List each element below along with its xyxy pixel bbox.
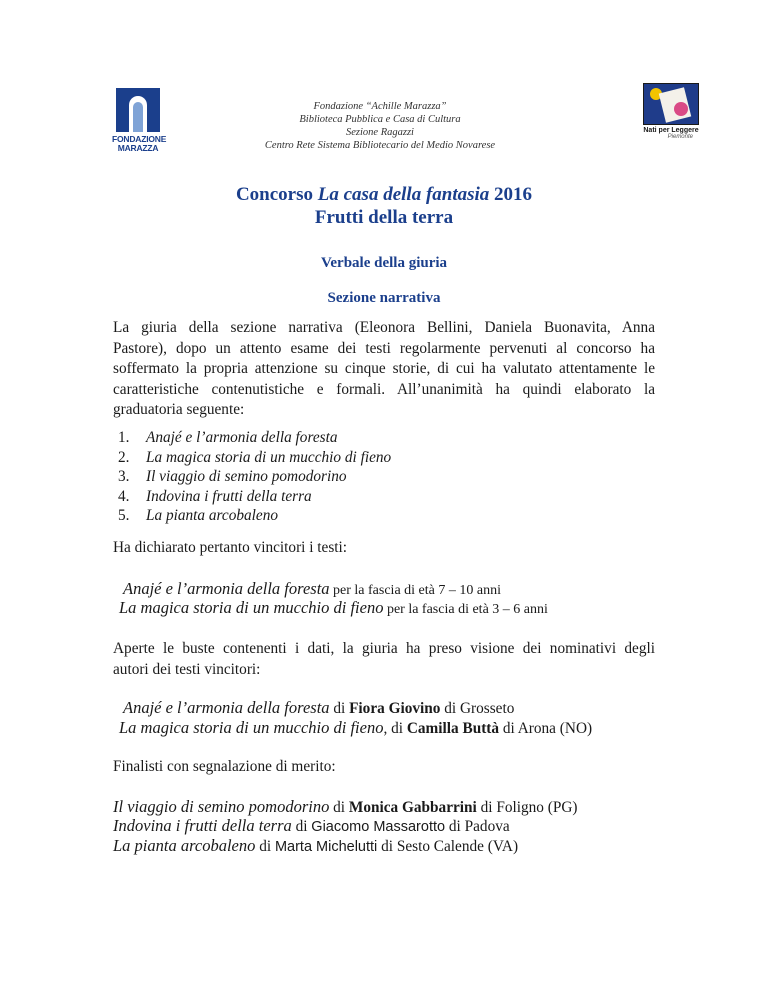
title-prefix: Concorso	[235, 184, 314, 205]
intro-line: soffermato la propria attenzione su cinque storie, di cui ha valutato attentamente le	[113, 360, 655, 377]
finalist-work-title: Il viaggio di semino pomodorino	[113, 797, 330, 816]
title-year: 2016	[494, 184, 533, 205]
winners-intro: Ha dichiarato pertanto vincitori i testi:	[113, 539, 348, 556]
author-name: Camilla Buttà	[406, 720, 500, 737]
list-item	[113, 428, 391, 448]
winner-age-range: per la fascia di età 7 – 10 anni	[329, 583, 501, 598]
rank-title: La pianta arcobaleno	[146, 507, 279, 525]
rank-title: Anajé e l’armonia della foresta	[146, 429, 338, 446]
list-item	[113, 506, 391, 526]
author-connector: , di	[383, 720, 407, 737]
logo-left-line-2: MARAZZA	[117, 143, 159, 153]
winner-title: Anajé e l’armonia della foresta	[123, 579, 330, 598]
contest-subtitle: Frutti della terra	[314, 207, 454, 228]
finalist-name: Marta Michelutti	[274, 839, 378, 855]
section-heading: Sezione narrativa	[327, 290, 441, 306]
author-work-title: Anajé e l’armonia della foresta	[123, 698, 330, 717]
buste-line	[113, 639, 655, 658]
winner-line	[119, 598, 548, 619]
intro-line: Pastore), dopo un attento esame dei testi regolarmente pervenuti al concorso ha	[113, 339, 655, 357]
finalists-intro: Finalisti con segnalazione di merito:	[113, 758, 336, 775]
finalist-work-title: La pianta arcobaleno	[113, 836, 256, 855]
finalist-connector: di	[291, 818, 312, 835]
institution-line: Fondazione “Achille Marazza”	[313, 101, 447, 112]
finalist-origin: di Padova	[445, 818, 510, 835]
finalist-origin: di Foligno (PG)	[476, 799, 578, 816]
list-item	[113, 487, 391, 507]
winner-title: La magica storia di un mucchio di fieno	[119, 598, 384, 617]
winner-age-range: per la fascia di età 3 – 6 anni	[383, 602, 548, 617]
rank-number: 4.	[118, 487, 130, 505]
author-connector: di	[329, 700, 350, 717]
contest-title	[0, 184, 768, 206]
rank-title: Indovina i frutti della terra	[146, 487, 312, 505]
reading-illustration-icon	[643, 83, 699, 125]
finalist-origin: di Sesto Calende (VA)	[377, 838, 519, 855]
verbale-heading: Verbale della giuria	[320, 255, 448, 271]
winner-line	[123, 579, 501, 600]
rank-number: 3.	[118, 468, 130, 486]
finalist-name: Monica Gabbarrini	[348, 799, 477, 816]
author-name: Fiora Giovino	[349, 700, 441, 717]
finalist-connector: di	[329, 799, 349, 816]
finalist-work-title: Indovina i frutti della terra	[113, 816, 292, 835]
list-item	[113, 467, 391, 487]
intro-line: La giuria della sezione narrativa (Eleonora Bellini, Daniela Buonavita, Anna	[113, 319, 655, 336]
institution-line: Centro Rete Sistema Bibliotecario del Medio Novarese	[264, 140, 496, 151]
intro-paragraph	[113, 318, 655, 421]
arch-icon	[116, 88, 160, 132]
finalist-name: Giacomo Massarotto	[311, 819, 446, 835]
finalist-connector: di	[255, 838, 275, 855]
nati-per-leggere-logo	[643, 83, 699, 145]
ranking-list	[113, 428, 391, 526]
logo-right-label: Nati per Leggere	[643, 127, 699, 134]
institution-line: Biblioteca Pubblica e Casa di Cultura	[299, 114, 461, 125]
institution-header	[230, 100, 530, 152]
title-contest-name: La casa della fantasia	[317, 184, 490, 205]
rank-number: 1.	[118, 429, 130, 446]
author-origin: di Grosseto	[440, 700, 515, 717]
author-line	[123, 698, 514, 718]
intro-line: graduatoria seguente:	[113, 401, 245, 418]
rank-title: La magica storia di un mucchio di fieno	[146, 448, 392, 466]
logo-left-label	[112, 134, 167, 153]
finalist-line	[113, 816, 510, 837]
list-item	[113, 448, 391, 468]
author-line	[119, 718, 592, 738]
buste-text: Aperte le buste contenenti i dati, la giuria ha preso visione dei nominativi degli	[113, 640, 655, 657]
intro-line: caratteristiche contenutistiche e formali. All’unanimità ha quindi elaborato la	[113, 380, 655, 398]
author-work-title: La magica storia di un mucchio di fieno	[119, 718, 384, 737]
logo-right-sub: Piemonte	[667, 134, 693, 140]
finalist-line	[113, 836, 518, 857]
rank-number: 2.	[118, 448, 130, 466]
fondazione-marazza-logo	[112, 88, 167, 160]
rank-title: Il viaggio di semino pomodorino	[146, 468, 347, 486]
institution-line: Sezione Ragazzi	[346, 127, 414, 138]
logo-left-line-1: FONDAZIONE	[112, 134, 167, 144]
buste-line: autori dei testi vincitori:	[113, 661, 261, 678]
finalist-line	[113, 797, 578, 817]
rank-number: 5.	[118, 507, 130, 525]
author-origin: di Arona (NO)	[499, 720, 593, 737]
